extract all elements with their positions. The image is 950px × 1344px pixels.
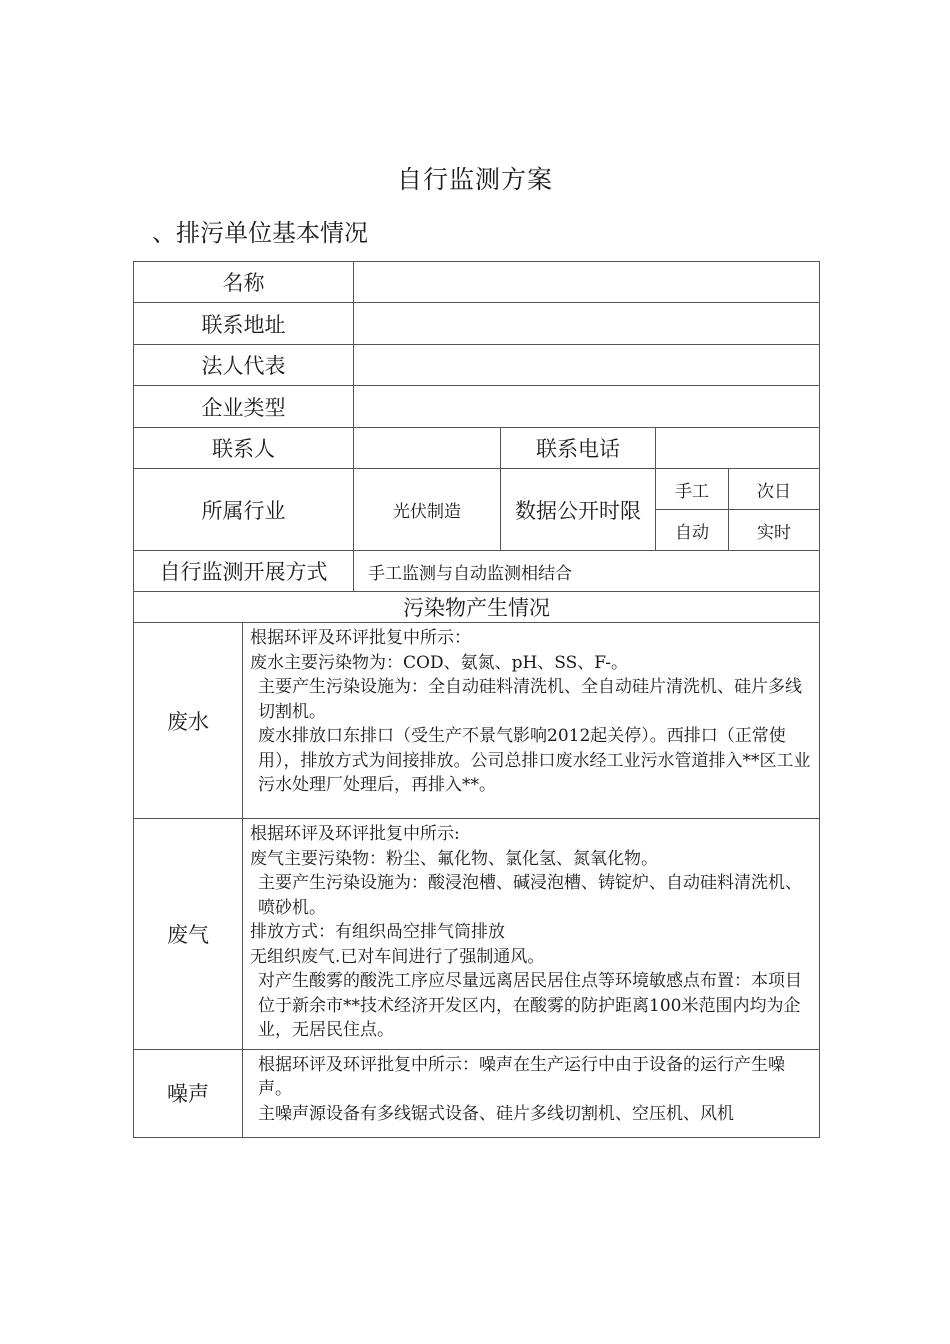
noise-label: 噪声 — [134, 1049, 243, 1137]
name-label: 名称 — [134, 262, 354, 303]
industry-value: 光伏制造 — [354, 469, 501, 551]
exhaust-line: 无组织废气.已对车间进行了强制通风。 — [250, 946, 545, 967]
disclosure-label: 数据公开时限 — [501, 469, 656, 551]
document-title: 自行监测方案 — [396, 165, 553, 194]
enterprise-type-value — [354, 386, 820, 428]
exhaust-line: 根据环评及环评批复中所示: — [250, 824, 460, 844]
address-value — [354, 303, 820, 345]
address-label: 联系地址 — [134, 303, 354, 345]
phone-value — [656, 428, 820, 469]
wastewater-line: 废水主要污染物为：COD、氨氮、pH、SS、F-。 — [250, 652, 629, 673]
monitoring-mode-label: 自行监测开展方式 — [134, 551, 354, 592]
enterprise-type-label: 企业类型 — [134, 386, 354, 428]
disclosure-manual-label: 手工 — [656, 469, 729, 510]
wastewater-line: 主要产生污染设施为：全自动硅料清洗机、全自动硅片清洗机、硅片多线切割机。 — [258, 677, 802, 722]
exhaust-description — [243, 819, 820, 1050]
monitoring-mode-value: 手工监测与自动监测相结合 — [354, 551, 820, 592]
exhaust-line: 主要产生污染设施为：酸浸泡槽、碱浸泡槽、铸锭炉、自动硅料清洗机、喷砂机。 — [258, 873, 802, 918]
wastewater-label: 废水 — [134, 623, 243, 819]
section-heading: 、排污单位基本情况 — [152, 219, 368, 247]
exhaust-label: 废气 — [134, 819, 243, 1050]
noise-line: 根据环评及环评批复中所示：噪声在生产运行中由于设备的运行产生噪声。 — [258, 1054, 785, 1099]
phone-label: 联系电话 — [501, 428, 656, 469]
disclosure-manual-value: 次日 — [729, 469, 820, 510]
monitoring-table — [133, 261, 820, 1138]
disclosure-auto-value: 实时 — [729, 510, 820, 551]
exhaust-line: 对产生酸雾的酸洗工序应尽量远离居民居住点等环境敏感点布置：本项目位于新余市**技术经济开发区内，在酸雾的防护距离100米范围内均为企业，无居民住点。 — [258, 971, 802, 1040]
industry-label: 所属行业 — [134, 469, 354, 551]
noise-description — [243, 1049, 820, 1137]
contact-value — [354, 428, 501, 469]
wastewater-line: 根据环评及环评批复中所示： — [250, 628, 471, 648]
wastewater-line: 废水排放口东排口（受生产不景气影响2012起关停）。西排口（正常使用），排放方式为间接排放。公司总排口废水经工业污水管道排入**区工业污水处理厂处理后，再排入**。 — [258, 726, 811, 795]
legal-rep-value — [354, 345, 820, 386]
exhaust-line: 排放方式：有组织咼空排气筒排放 — [250, 922, 505, 942]
exhaust-line: 废气主要污染物：粉尘、氟化物、氯化氢、氮氧化物。 — [250, 848, 658, 869]
name-value — [354, 262, 820, 303]
contact-label: 联系人 — [134, 428, 354, 469]
pollutant-section-heading: 污染物产生情况 — [134, 592, 820, 623]
wastewater-description — [243, 623, 820, 819]
noise-line: 主噪声源设备有多线锯式设备、硅片多线切割机、空压机、风机 — [258, 1103, 734, 1124]
legal-rep-label: 法人代表 — [134, 345, 354, 386]
disclosure-auto-label: 自动 — [656, 510, 729, 551]
